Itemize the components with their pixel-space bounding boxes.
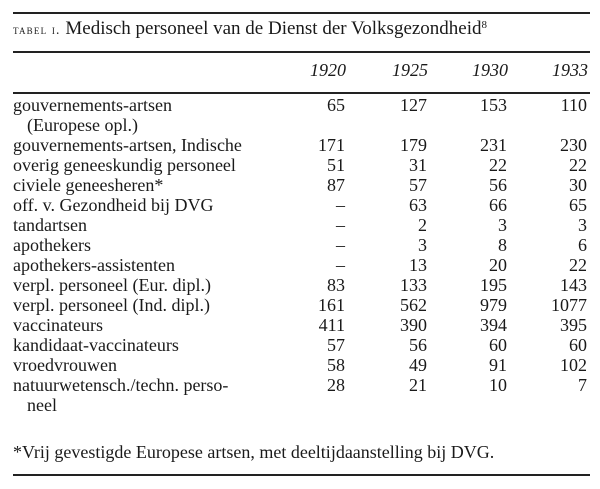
row-label-text: verpl. personeel (Ind. dipl.) <box>13 295 210 315</box>
table-row <box>13 335 587 355</box>
row-label-text: off. v. Gezondheid bij DVG <box>13 195 214 215</box>
cell-1920: 65 <box>327 95 345 115</box>
cell-1930: 10 <box>489 375 507 395</box>
row-label-text: apothekers <box>13 235 91 255</box>
table-title <box>13 18 487 40</box>
table-row <box>13 315 587 335</box>
cell-1930: 8 <box>498 235 507 255</box>
table-row <box>13 255 587 275</box>
cell-1925: 2 <box>418 215 427 235</box>
cell-1920: 161 <box>318 295 345 315</box>
cell-1925: 562 <box>400 295 427 315</box>
cell-1920: – <box>336 195 345 215</box>
table-row <box>13 235 587 255</box>
row-label-continuation: neel <box>27 395 57 415</box>
cell-1925: 179 <box>400 135 427 155</box>
cell-1933: 110 <box>560 95 587 115</box>
cell-1925: 13 <box>409 255 427 275</box>
cell-1930: 195 <box>480 275 507 295</box>
table-row <box>13 95 587 135</box>
table-title-text: Medisch personeel van de Dienst der Volksgezondheid <box>60 18 482 39</box>
header-rule <box>13 92 590 94</box>
cell-1925: 3 <box>418 235 427 255</box>
cell-1920: – <box>336 255 345 275</box>
cell-1930: 231 <box>480 135 507 155</box>
row-label <box>13 195 313 215</box>
row-label-text: overig geneeskundig personeel <box>13 155 236 175</box>
cell-1925: 133 <box>400 275 427 295</box>
row-label <box>13 375 313 415</box>
bottom-rule <box>13 474 590 476</box>
cell-1930: 394 <box>480 315 507 335</box>
cell-1930: 91 <box>489 355 507 375</box>
cell-1933: 395 <box>560 315 587 335</box>
cell-1920: 83 <box>327 275 345 295</box>
cell-1933: 230 <box>560 135 587 155</box>
cell-1920: 58 <box>327 355 345 375</box>
column-header: 1925 <box>392 60 428 80</box>
row-label-text: verpl. personeel (Eur. dipl.) <box>13 275 211 295</box>
cell-1920: 28 <box>327 375 345 395</box>
row-label <box>13 355 313 375</box>
cell-1930: 3 <box>498 215 507 235</box>
cell-1920: 411 <box>318 315 345 335</box>
cell-1933: 6 <box>578 235 587 255</box>
cell-1930: 60 <box>489 335 507 355</box>
row-label <box>13 155 313 175</box>
cell-1920: 57 <box>327 335 345 355</box>
row-label <box>13 315 313 335</box>
row-label <box>13 175 313 195</box>
row-label <box>13 135 313 155</box>
row-label <box>13 235 313 255</box>
cell-1933: 143 <box>560 275 587 295</box>
table-number: tabel i. <box>13 22 61 37</box>
column-header: 1930 <box>472 60 508 80</box>
cell-1933: 7 <box>578 375 587 395</box>
cell-1933: 30 <box>569 175 587 195</box>
cell-1920: 171 <box>318 135 345 155</box>
row-label-text: tandartsen <box>13 215 87 235</box>
row-label-text: vroedvrouwen <box>13 355 117 375</box>
cell-1925: 49 <box>409 355 427 375</box>
cell-1933: 65 <box>569 195 587 215</box>
cell-1930: 56 <box>489 175 507 195</box>
row-label <box>13 275 313 295</box>
row-label-text: gouvernements-artsen <box>13 95 172 115</box>
cell-1925: 63 <box>409 195 427 215</box>
table-row <box>13 195 587 215</box>
table-row <box>13 295 587 315</box>
top-rule <box>13 12 590 14</box>
cell-1925: 390 <box>400 315 427 335</box>
row-label-text: vaccinateurs <box>13 315 103 335</box>
row-label-text: kandidaat-vaccinateurs <box>13 335 179 355</box>
cell-1925: 21 <box>409 375 427 395</box>
cell-1925: 127 <box>400 95 427 115</box>
cell-1920: 87 <box>327 175 345 195</box>
column-header: 1920 <box>310 60 346 80</box>
table-row <box>13 215 587 235</box>
column-headers <box>0 60 600 84</box>
cell-1920: – <box>336 215 345 235</box>
row-label <box>13 295 313 315</box>
column-header: 1933 <box>552 60 588 80</box>
cell-1933: 22 <box>569 255 587 275</box>
row-label-text: apothekers-assistenten <box>13 255 175 275</box>
cell-1925: 56 <box>409 335 427 355</box>
cell-1930: 22 <box>489 155 507 175</box>
row-label <box>13 215 313 235</box>
cell-1930: 979 <box>480 295 507 315</box>
table-row <box>13 275 587 295</box>
row-label <box>13 255 313 275</box>
table-row <box>13 155 587 175</box>
row-label-continuation: (Europese opl.) <box>27 115 138 135</box>
cell-1933: 3 <box>578 215 587 235</box>
table-row <box>13 135 587 155</box>
title-rule <box>13 51 590 53</box>
row-label-text: gouvernements-artsen, Indische <box>13 135 242 155</box>
table-row <box>13 375 587 415</box>
footnote-ref: 8 <box>481 19 488 31</box>
cell-1925: 57 <box>409 175 427 195</box>
cell-1930: 66 <box>489 195 507 215</box>
data-table <box>13 95 587 415</box>
cell-1933: 60 <box>569 335 587 355</box>
cell-1930: 20 <box>489 255 507 275</box>
table-row <box>13 355 587 375</box>
cell-1925: 31 <box>409 155 427 175</box>
footnote: *Vrij gevestigde Europese artsen, met deeltijdaanstelling bij DVG. <box>13 442 495 462</box>
row-label <box>13 95 313 135</box>
row-label-text: natuurwetensch./techn. perso- <box>13 375 229 395</box>
table-row <box>13 175 587 195</box>
row-label-text: civiele geneesheren* <box>13 175 164 195</box>
cell-1933: 102 <box>560 355 587 375</box>
cell-1930: 153 <box>480 95 507 115</box>
cell-1933: 22 <box>569 155 587 175</box>
cell-1933: 1077 <box>551 295 587 315</box>
row-label <box>13 335 313 355</box>
cell-1920: – <box>336 235 345 255</box>
cell-1920: 51 <box>327 155 345 175</box>
